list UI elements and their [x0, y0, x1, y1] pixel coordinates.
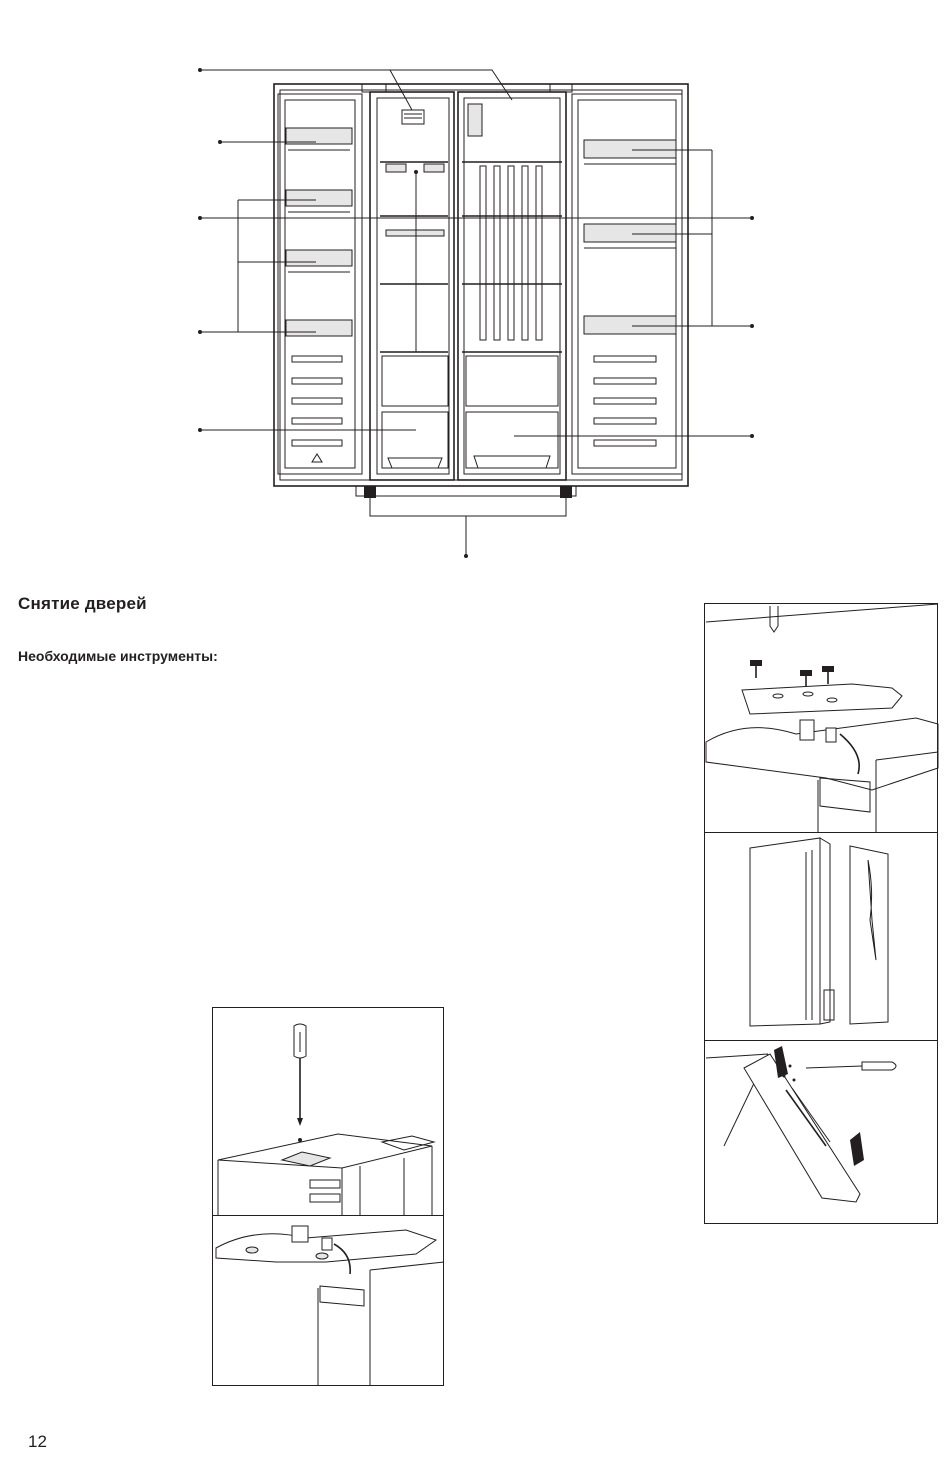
screwdriver-tool-illustration — [218, 1024, 434, 1215]
hinge-screwdriver-illustration — [706, 1046, 896, 1202]
hinge-cover-step-illustration — [706, 604, 938, 832]
right-door-shelves — [584, 140, 676, 446]
left-door-shelves — [286, 128, 352, 462]
fridge-interior-diagram — [0, 0, 950, 570]
freezer-interior — [380, 110, 448, 468]
tools-subtitle: Необходимые инструменты: — [18, 648, 218, 664]
section-title: Снятие дверей — [18, 594, 147, 613]
door-lift-off-illustration — [750, 838, 888, 1026]
fridge-interior — [462, 104, 562, 468]
hinge-panel-illustration — [216, 1226, 444, 1385]
page-number: 12 — [28, 1432, 47, 1451]
